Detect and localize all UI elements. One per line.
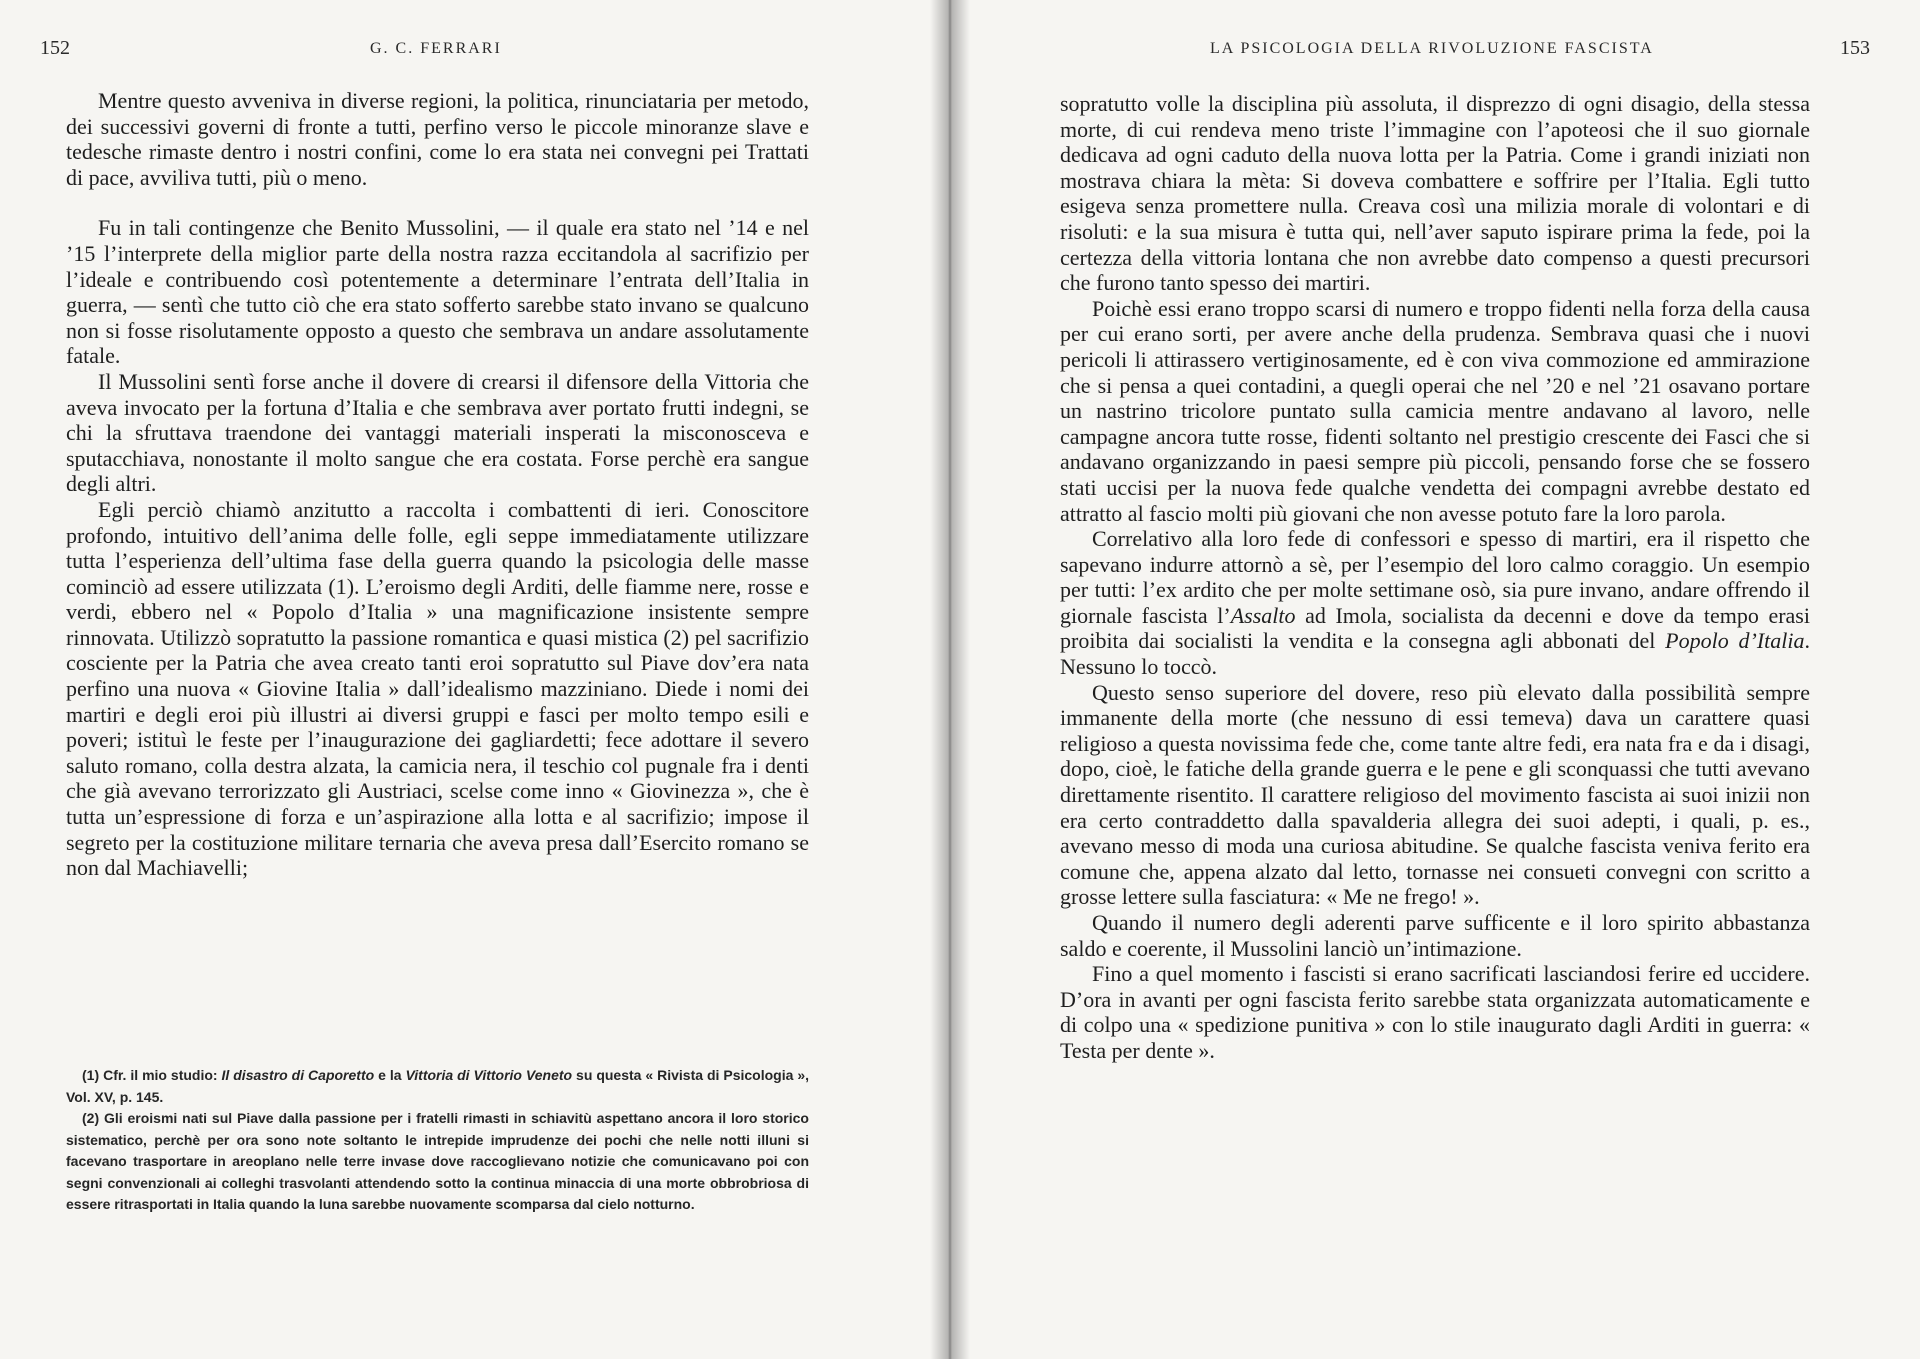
left-header-title: G. C. FERRARI bbox=[370, 40, 502, 57]
paragraph: Fu in tali contingenze che Benito Mussolini, — il quale era stato nel ’14 e nel ’15 l’interprete della miglior parte della nostra razza eccitandola al sacrifizio per l’ideale e contribuendo così potentemente a determinare l’entrata dell’Italia in guerra, — sentì che tutto ciò che era stato sofferto sarebbe stato invano se qualcuno non si fosse risolutamente opposto a questo che sembrava un andare assolutamente fatale. bbox=[66, 215, 809, 369]
paragraph-text: . Nessuno lo toccò. bbox=[1060, 628, 1810, 680]
footnote-marker: (2) bbox=[82, 1110, 100, 1126]
left-page-number: 152 bbox=[40, 37, 70, 59]
paragraph: Mentre questo avveniva in diverse regioni, la politica, rinunciataria per metodo, dei successivi governi di fronte a tutti, perfino verso le piccole minoranze slave e tedesche rimaste dentro i nostri confini, come lo era stata nei convegni pei Trattati di pace, avviliva tutti, più o meno. bbox=[66, 88, 809, 190]
paragraph: Questo senso superiore del dovere, reso più elevato dalla possibilità sempre immanente della morte (che nessuno di essi temeva) dava un carattere quasi religioso a questa novissima fede che, come tante altre fedi, era nata fra e da i disagi, dopo, cioè, le fatiche della grande guerra e le pene e gli sconquassi che tutti avevano direttamente risentito. Il carattere religioso del movimento fascista ai suoi inizii non era certo contraddetto dalla spavalderia allegra dei suoi adepti, i quali, p. es., avevano messo di moda una curiosa abitudine. Se qualche fascista veniva ferito era comune che, appena alzato dal letto, tornasse nei consueti convegni con scritto a grosse lettere sulla fasciatura: « Me ne frego! ». bbox=[1060, 679, 1810, 910]
footnote-text: Cfr. il mio studio: bbox=[103, 1067, 222, 1083]
right-running-header bbox=[1210, 37, 1870, 70]
footnote-title: Vittoria di Vittorio Veneto bbox=[405, 1067, 573, 1083]
footnote-text: e la bbox=[374, 1067, 406, 1083]
paragraph: Il Mussolini sentì forse anche il dovere di crearsi il difensore della Vittoria che aveva invocato per la fortuna d’Italia e che sembrava aver portato frutti indegni, se chi la sfruttava traendone dei vantaggi materiali insperati la misconosceva e sputacchiava, nonostante il molto sangue che era costata. Forse perchè era sangue degli altri. bbox=[66, 368, 809, 497]
left-body-text bbox=[66, 88, 809, 881]
paragraph: Poichè essi erano troppo scarsi di numero e troppo fidenti nella forza della causa per cui erano sorti, per avere anche della prudenza. Sembrava quasi che i nuovi pericoli li attirassero vertiginosamente, ed è con viva commozione ed ammirazione che si pensa a quei contadini, a quegli operai che nel ’20 e nel ’21 osavano portare un nastrino tricolore puntato sulla camicia mentre andavano al lavoro, nelle campagne ancora tutte rosse, fidenti soltanto nel prestigio crescente dei Fasci che si andavano organizzando in paesi sempre più piccoli, pensando forse che se fossero stati uccisi per la nuova fede qualche vendetta dei compagni avrebbe destato ed attratto al fascio molti più giovani che non avesse potuto fare la loro parola. bbox=[1060, 295, 1810, 526]
right-header-title: LA PSICOLOGIA DELLA RIVOLUZIONE FASCISTA bbox=[1210, 40, 1654, 57]
paragraph: Quando il numero degli aderenti parve sufficente e il loro spirito abbastanza saldo e coerente, il Mussolini lanciò un’intimazione. bbox=[1060, 910, 1810, 961]
book-gutter bbox=[930, 0, 970, 1359]
paragraph-text: ad Imola, socialista da decenni e dove da tempo erasi proibita dai socialisti la vendita e la consegna agli abbonati del bbox=[1060, 602, 1810, 654]
left-page bbox=[0, 0, 950, 1359]
right-body-text bbox=[1060, 91, 1810, 1064]
footnote-text: su questa « Rivista di Psicologia », Vol. XV, p. 145. bbox=[66, 1067, 810, 1105]
footnote bbox=[66, 1108, 809, 1216]
left-running-header bbox=[40, 37, 820, 70]
paragraph-text: Correlativo alla loro fede di confessori e spesso di martiri, era il rispetto che sapevano indurre attornò a sè, per l’esempio del loro calmo coraggio. Un esempio per tutti: l’ex ardito che per molte settimane osò, sia pure invano, andare offrendo il giornale fascista l’ bbox=[1060, 526, 1810, 628]
right-page-number: 153 bbox=[1840, 37, 1870, 59]
newspaper-title: Popolo d’Italia bbox=[1665, 628, 1805, 654]
paragraph bbox=[1060, 526, 1810, 680]
footnote-marker: (1) bbox=[82, 1067, 100, 1083]
footnote-title: Il disastro di Caporetto bbox=[221, 1067, 375, 1083]
footnote-text: Gli eroismi nati sul Piave dalla passione per i fratelli rimasti in schiavitù aspettano ancora il loro storico sistematico, perchè per ora sono note soltanto le intrepide imprudenze dei pochi che nelle notti illuni si facevano trasportare in areoplano nelle terre invase dove raccoglievano notizie che comunicavano poi con segni convenzionali ai colleghi trasvolanti attendendo sotto la continua minaccia di una morte obbrobriosa di essere ritrasportati in Italia quando la luna sarebbe nuovamente scomparsa dal cielo notturno. bbox=[66, 1110, 809, 1212]
right-page bbox=[950, 0, 1920, 1359]
paragraph: sopratutto volle la disciplina più assoluta, il disprezzo di ogni disagio, della stessa morte, di cui rendeva meno triste l’immagine con l’apoteosi che il suo giornale dedicava ad ogni caduto della nuova lotta per la Patria. Come i grandi iniziati non mostrava chiara la mèta: Si doveva combattere e soffrire per l’Italia. Egli tutto esigeva senza promettere nulla. Creava così una milizia morale di volontari e di risoluti: e la sua misura è tutta qui, nell’aver saputo ispirare prima la fede, poi la certezza della vittoria lontana che non avrebbe dato compenso a questi precursori che furono tanto spesso dei martiri. bbox=[1060, 91, 1810, 296]
paragraph: Fino a quel momento i fascisti si erano sacrificati lasciandosi ferire ed uccidere. D’ora in avanti per ogni fascista ferito sarebbe stata organizzata automaticamente e di colpo una « spedizione punitiva » con lo stile inaugurato dagli Arditi in guerra: « Testa per dente ». bbox=[1060, 961, 1810, 1063]
paragraph: Egli perciò chiamò anzitutto a raccolta i combattenti di ieri. Conoscitore profondo, intuitivo dell’anima delle folle, egli seppe immediatamente utilizzare tutta l’esperienza dell’ultima fase della guerra quando la psicologia delle masse cominciò ad essere utilizzata (1). L’eroismo degli Arditi, delle fiamme nere, rosse e verdi, ebbero nel « Popolo d’Italia » una magnificazione insistente sempre rinnovata. Utilizzò sopratutto la passione romantica e quasi mistica (2) pel sacrifizio cosciente per la Patria che avea creato tanti eroi sopratutto sul Piave dov’era nata perfino una nuova « Giovine Italia » dall’idealismo mazziniano. Diede i nomi dei martiri e degli eroi più illustri ai diversi gruppi e fasci per molto tempo esili e poveri; istituì le feste per l’inaugurazione dei gagliardetti; fece adottare il severo saluto romano, colla destra alzata, la camicia nera, il teschio col pugnale fra i denti che già avevano terrorizzato gli Austriaci, scelse come inno « Giovinezza », che è tutta un’espressione di forza e un’aspirazione alla lotta e al sacrifizio; impose il segreto per la costituzione militare ternaria che aveva presa dall’Esercito romano se non dal Machiavelli; bbox=[66, 496, 809, 881]
footnotes bbox=[66, 1065, 809, 1216]
newspaper-title: Assalto bbox=[1230, 602, 1296, 628]
footnote bbox=[66, 1065, 809, 1108]
